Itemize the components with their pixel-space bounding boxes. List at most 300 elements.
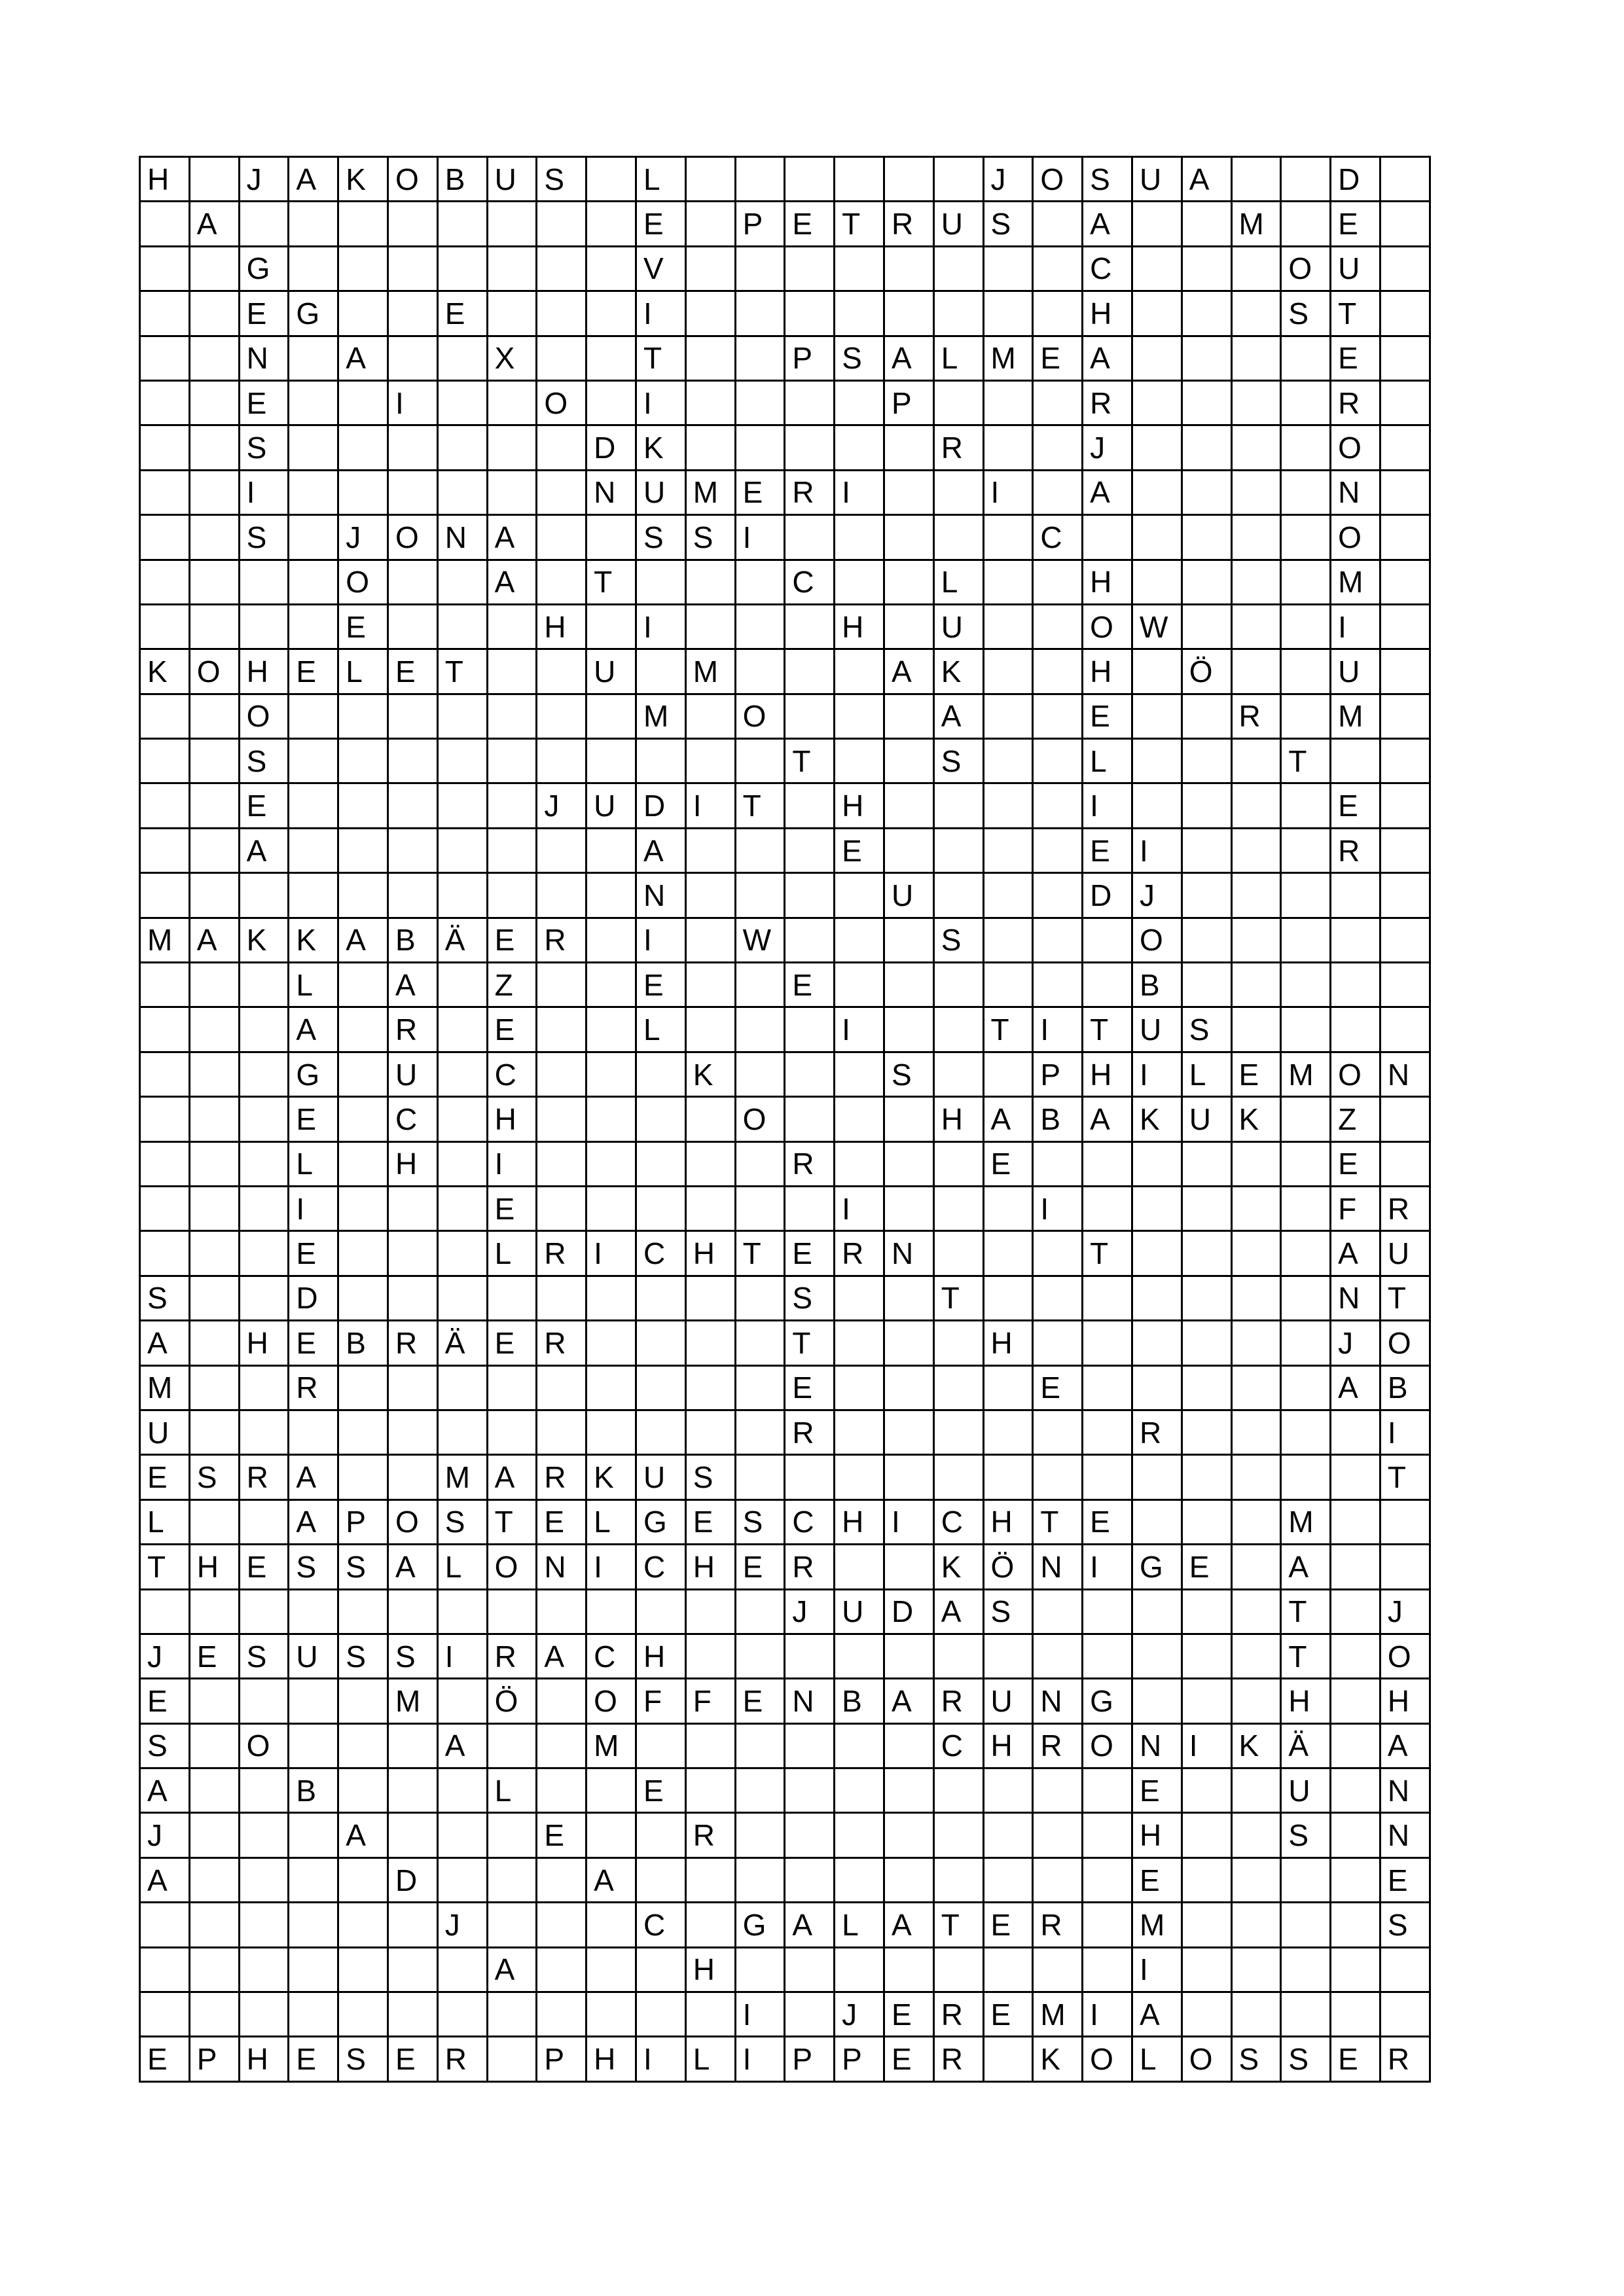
grid-cell (1231, 604, 1281, 649)
grid-cell (1231, 1186, 1281, 1230)
grid-cell: I (586, 1231, 636, 1276)
grid-cell: I (636, 291, 685, 336)
grid-cell (338, 694, 388, 738)
grid-cell (140, 336, 190, 380)
grid-cell (289, 425, 338, 470)
grid-cell (1033, 1410, 1083, 1454)
grid-cell: R (537, 1231, 586, 1276)
grid-cell (636, 1365, 685, 1410)
grid-cell: R (1132, 1410, 1182, 1454)
grid-cell (289, 1813, 338, 1857)
grid-cell: R (835, 1231, 884, 1276)
grid-cell (1083, 1455, 1132, 1499)
grid-cell (388, 1410, 437, 1454)
grid-cell: S (1281, 291, 1331, 336)
grid-cell (1182, 604, 1231, 649)
grid-cell: J (785, 1589, 835, 1634)
grid-cell (1132, 1634, 1182, 1678)
grid-cell: Z (1331, 1097, 1380, 1141)
grid-cell (1281, 604, 1331, 649)
grid-cell (835, 1276, 884, 1320)
grid-cell (1132, 1679, 1182, 1723)
grid-cell (735, 380, 785, 425)
grid-cell (735, 291, 785, 336)
grid-cell: O (537, 380, 586, 425)
grid-cell (1231, 1455, 1281, 1499)
grid-cell (785, 1723, 835, 1768)
grid-cell (1380, 560, 1430, 604)
grid-cell (983, 1276, 1033, 1320)
grid-cell (1132, 560, 1182, 604)
grid-cell: E (487, 1186, 537, 1230)
grid-cell (1380, 202, 1430, 246)
grid-cell: E (785, 1365, 835, 1410)
grid-cell: J (140, 1634, 190, 1678)
grid-cell (189, 1276, 239, 1320)
grid-cell (1281, 470, 1331, 514)
grid-cell (1231, 291, 1281, 336)
grid-cell (586, 1141, 636, 1186)
grid-cell (189, 1857, 239, 1902)
grid-cell (884, 1723, 933, 1768)
grid-cell: D (1083, 873, 1132, 918)
grid-cell (1281, 783, 1331, 828)
grid-cell (685, 336, 735, 380)
grid-cell (1033, 560, 1083, 604)
grid-cell (189, 1903, 239, 1947)
grid-cell (1083, 963, 1132, 1007)
grid-cell (1033, 604, 1083, 649)
grid-cell: C (1083, 246, 1132, 291)
grid-cell (586, 1813, 636, 1857)
grid-row (140, 470, 1430, 514)
grid-cell: H (835, 1499, 884, 1544)
grid-cell (437, 1992, 487, 2037)
grid-cell (835, 918, 884, 962)
grid-cell (785, 515, 835, 560)
grid-row (140, 202, 1430, 246)
grid-cell (933, 828, 983, 872)
grid-cell: I (636, 2037, 685, 2081)
grid-row (140, 1455, 1430, 1499)
grid-cell (1182, 1589, 1231, 1634)
grid-cell (933, 1231, 983, 1276)
grid-cell (636, 560, 685, 604)
grid-cell (1083, 1903, 1132, 1947)
grid-cell: E (1083, 1499, 1132, 1544)
grid-cell (884, 1141, 933, 1186)
grid-cell (437, 1410, 487, 1454)
grid-cell: T (1380, 1276, 1430, 1320)
grid-cell (735, 560, 785, 604)
grid-cell: I (1132, 1947, 1182, 1992)
grid-cell (189, 1813, 239, 1857)
grid-cell (835, 1545, 884, 1589)
grid-cell (735, 1768, 785, 1813)
grid-cell (884, 739, 933, 783)
grid-row (140, 1634, 1430, 1678)
grid-cell (1182, 1499, 1231, 1544)
grid-cell (1033, 291, 1083, 336)
grid-cell (785, 1007, 835, 1052)
grid-cell: H (685, 1231, 735, 1276)
grid-cell (437, 380, 487, 425)
grid-cell (1182, 739, 1231, 783)
grid-cell (537, 1903, 586, 1947)
grid-cell (1132, 1276, 1182, 1320)
grid-row (140, 1545, 1430, 1589)
grid-cell (437, 1186, 487, 1230)
grid-cell (884, 560, 933, 604)
grid-cell (636, 1186, 685, 1230)
grid-cell (338, 963, 388, 1007)
grid-cell (1380, 1007, 1430, 1052)
grid-cell: E (735, 1679, 785, 1723)
grid-cell (289, 1992, 338, 2037)
grid-cell (983, 380, 1033, 425)
grid-cell (1182, 425, 1231, 470)
grid-cell (537, 1410, 586, 1454)
grid-cell: A (1083, 1097, 1132, 1141)
grid-cell: N (239, 336, 289, 380)
grid-row (140, 1276, 1430, 1320)
grid-cell (1182, 515, 1231, 560)
grid-cell (189, 425, 239, 470)
grid-cell: G (1083, 1679, 1132, 1723)
grid-cell (1331, 1813, 1380, 1857)
grid-cell (785, 1186, 835, 1230)
grid-cell (487, 1723, 537, 1768)
grid-cell: S (1083, 157, 1132, 202)
grid-cell (189, 783, 239, 828)
grid-cell (140, 1231, 190, 1276)
grid-cell (835, 1097, 884, 1141)
grid-cell: I (1380, 1410, 1430, 1454)
grid-cell (685, 1007, 735, 1052)
grid-cell (636, 1589, 685, 1634)
grid-cell: A (338, 918, 388, 962)
grid-cell (140, 739, 190, 783)
grid-cell (239, 1813, 289, 1857)
grid-cell (437, 963, 487, 1007)
grid-cell (537, 1857, 586, 1902)
grid-cell (338, 291, 388, 336)
grid-cell (289, 783, 338, 828)
grid-cell (785, 1857, 835, 1902)
grid-cell (983, 560, 1033, 604)
grid-cell (1083, 1410, 1132, 1454)
grid-cell: E (289, 649, 338, 694)
grid-cell: C (933, 1723, 983, 1768)
grid-cell: O (1331, 425, 1380, 470)
grid-cell: S (338, 1545, 388, 1589)
grid-cell (586, 604, 636, 649)
grid-cell: E (189, 1634, 239, 1678)
grid-cell: W (1132, 604, 1182, 649)
grid-cell (884, 963, 933, 1007)
grid-cell: O (1083, 2037, 1132, 2081)
grid-cell: S (933, 918, 983, 962)
grid-cell (1231, 515, 1281, 560)
grid-cell: T (140, 1545, 190, 1589)
grid-cell (586, 1365, 636, 1410)
grid-cell (1033, 246, 1083, 291)
grid-cell: R (1380, 2037, 1430, 2081)
grid-cell (437, 1768, 487, 1813)
grid-cell: R (537, 1321, 586, 1365)
grid-cell (388, 739, 437, 783)
grid-cell (636, 1947, 685, 1992)
grid-cell: S (289, 1545, 338, 1589)
grid-cell (835, 1365, 884, 1410)
grid-cell (933, 246, 983, 291)
grid-cell: U (1132, 1007, 1182, 1052)
grid-cell: F (1331, 1186, 1380, 1230)
grid-cell: M (1331, 694, 1380, 738)
grid-cell (289, 1679, 338, 1723)
grid-cell (785, 918, 835, 962)
grid-cell (239, 1186, 289, 1230)
grid-cell (586, 202, 636, 246)
grid-cell: P (189, 2037, 239, 2081)
grid-cell: E (735, 1545, 785, 1589)
grid-cell (1331, 1455, 1380, 1499)
grid-cell (140, 1007, 190, 1052)
grid-cell: I (983, 470, 1033, 514)
grid-cell: I (685, 783, 735, 828)
grid-cell: R (537, 918, 586, 962)
grid-cell (189, 1410, 239, 1454)
grid-cell: P (785, 336, 835, 380)
grid-cell (189, 1589, 239, 1634)
grid-cell (388, 291, 437, 336)
grid-cell: R (1033, 1723, 1083, 1768)
grid-cell: R (388, 1007, 437, 1052)
grid-cell: O (1380, 1634, 1430, 1678)
grid-cell: H (835, 604, 884, 649)
grid-cell (933, 1186, 983, 1230)
grid-cell: O (388, 1499, 437, 1544)
grid-cell: T (983, 1007, 1033, 1052)
grid-cell: M (685, 470, 735, 514)
grid-cell: A (140, 1857, 190, 1902)
grid-cell: G (239, 246, 289, 291)
grid-cell (1132, 202, 1182, 246)
grid-cell (140, 202, 190, 246)
grid-cell (735, 336, 785, 380)
grid-cell (835, 1768, 884, 1813)
grid-cell: A (189, 202, 239, 246)
grid-cell: U (884, 873, 933, 918)
grid-cell (1281, 1186, 1331, 1230)
grid-cell (338, 739, 388, 783)
grid-cell: E (289, 2037, 338, 2081)
grid-cell (884, 1768, 933, 1813)
grid-cell: A (884, 1679, 933, 1723)
grid-cell (487, 1410, 537, 1454)
grid-cell (933, 1947, 983, 1992)
grid-cell (289, 515, 338, 560)
grid-cell (1182, 1768, 1231, 1813)
grid-cell: A (487, 1455, 537, 1499)
grid-cell: H (1083, 649, 1132, 694)
grid-cell (586, 1276, 636, 1320)
grid-cell (1231, 918, 1281, 962)
grid-cell (1380, 649, 1430, 694)
grid-cell: T (437, 649, 487, 694)
grid-cell: G (636, 1499, 685, 1544)
grid-cell (487, 1589, 537, 1634)
grid-cell (1231, 1410, 1281, 1454)
grid-cell: U (835, 1589, 884, 1634)
grid-cell: I (289, 1186, 338, 1230)
grid-cell (884, 1321, 933, 1365)
grid-cell (685, 1321, 735, 1365)
grid-cell (586, 963, 636, 1007)
grid-cell (1281, 202, 1331, 246)
grid-cell (1033, 918, 1083, 962)
grid-cell (735, 1321, 785, 1365)
grid-cell (835, 560, 884, 604)
grid-cell (636, 1410, 685, 1454)
grid-cell (437, 1052, 487, 1096)
grid-cell (1331, 1679, 1380, 1723)
grid-cell (1182, 246, 1231, 291)
grid-cell: E (1231, 1052, 1281, 1096)
grid-cell (685, 202, 735, 246)
grid-row (140, 1768, 1430, 1813)
grid-cell: A (487, 560, 537, 604)
grid-cell (735, 604, 785, 649)
grid-cell (338, 425, 388, 470)
grid-cell: T (1083, 1231, 1132, 1276)
grid-cell (983, 694, 1033, 738)
grid-cell: E (1331, 1141, 1380, 1186)
grid-cell: N (1331, 1276, 1380, 1320)
grid-cell (239, 1499, 289, 1544)
grid-cell (189, 1679, 239, 1723)
grid-cell (537, 1186, 586, 1230)
grid-cell (437, 470, 487, 514)
grid-cell (437, 1857, 487, 1902)
grid-cell (289, 246, 338, 291)
grid-cell (388, 1903, 437, 1947)
grid-cell (586, 873, 636, 918)
grid-cell: M (1132, 1903, 1182, 1947)
grid-cell: C (388, 1097, 437, 1141)
grid-cell (239, 604, 289, 649)
grid-cell (884, 783, 933, 828)
grid-cell (636, 649, 685, 694)
grid-cell (487, 246, 537, 291)
grid-cell (884, 1455, 933, 1499)
grid-cell (338, 246, 388, 291)
grid-cell: K (239, 918, 289, 962)
grid-cell: E (785, 202, 835, 246)
grid-cell (537, 1097, 586, 1141)
grid-cell (933, 963, 983, 1007)
grid-cell (140, 470, 190, 514)
grid-cell (933, 1007, 983, 1052)
grid-cell: E (1132, 1768, 1182, 1813)
grid-cell (835, 1455, 884, 1499)
grid-cell: U (388, 1052, 437, 1096)
grid-cell (785, 604, 835, 649)
grid-cell: K (1033, 2037, 1083, 2081)
grid-row (140, 1903, 1430, 1947)
grid-cell: M (1281, 1052, 1331, 1096)
grid-cell (437, 1947, 487, 1992)
grid-cell (338, 1231, 388, 1276)
grid-cell (1281, 380, 1331, 425)
grid-cell (487, 649, 537, 694)
grid-cell (1281, 1141, 1331, 1186)
grid-cell (884, 425, 933, 470)
grid-cell (239, 560, 289, 604)
grid-cell: I (1331, 604, 1380, 649)
grid-cell (884, 604, 933, 649)
grid-row (140, 1589, 1430, 1634)
grid-cell: E (1083, 694, 1132, 738)
grid-cell: T (586, 560, 636, 604)
grid-row (140, 604, 1430, 649)
grid-cell: O (189, 649, 239, 694)
grid-cell: E (1182, 1545, 1231, 1589)
grid-cell: C (586, 1634, 636, 1678)
grid-cell (735, 1186, 785, 1230)
grid-cell (1331, 873, 1380, 918)
grid-cell (1033, 1321, 1083, 1365)
grid-cell (239, 1097, 289, 1141)
grid-cell (735, 828, 785, 872)
grid-cell: U (983, 1679, 1033, 1723)
grid-cell: O (1033, 157, 1083, 202)
grid-cell (586, 1992, 636, 2037)
grid-cell: S (983, 202, 1033, 246)
grid-cell (1033, 1634, 1083, 1678)
grid-cell (685, 739, 735, 783)
grid-cell (189, 1052, 239, 1096)
grid-cell (189, 1097, 239, 1141)
grid-row (140, 246, 1430, 291)
grid-cell (735, 1365, 785, 1410)
grid-cell (685, 1903, 735, 1947)
grid-cell (338, 1186, 388, 1230)
grid-cell (239, 1679, 289, 1723)
grid-cell (884, 1947, 933, 1992)
grid-cell: L (338, 649, 388, 694)
grid-cell: S (189, 1455, 239, 1499)
grid-cell: N (586, 470, 636, 514)
grid-cell (388, 1231, 437, 1276)
grid-cell (685, 380, 735, 425)
grid-cell: E (983, 1903, 1033, 1947)
grid-cell (884, 1276, 933, 1320)
grid-cell (189, 157, 239, 202)
grid-cell (735, 425, 785, 470)
grid-cell: O (1132, 918, 1182, 962)
grid-cell (586, 291, 636, 336)
grid-cell: H (1083, 291, 1132, 336)
grid-cell (1281, 1007, 1331, 1052)
grid-row (140, 1947, 1430, 1992)
grid-cell (1083, 1768, 1132, 1813)
grid-cell (785, 1634, 835, 1678)
grid-cell (437, 560, 487, 604)
grid-cell: S (685, 1455, 735, 1499)
grid-cell (933, 380, 983, 425)
grid-cell: L (636, 1007, 685, 1052)
